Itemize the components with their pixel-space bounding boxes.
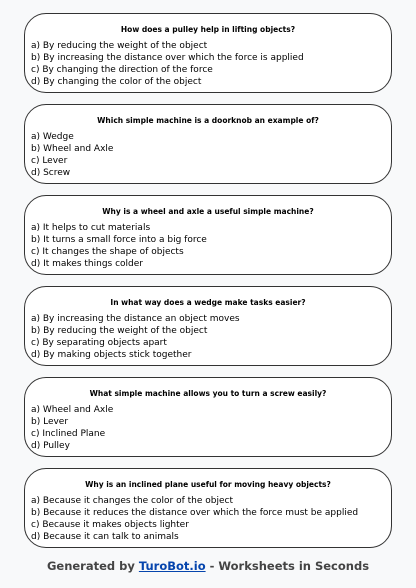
question-text: Which simple machine is a doorknob an example of? <box>97 116 319 125</box>
question-text: Why is an inclined plane useful for moving heavy objects? <box>85 480 331 489</box>
option-c: c) Inclined Plane <box>31 429 106 439</box>
option-b: b) By increasing the distance over which the force is applied <box>31 53 304 63</box>
option-a: a) It helps to cut materials <box>31 223 151 233</box>
option-c: c) Lever <box>31 156 68 166</box>
question-text: In what way does a wedge make tasks easier? <box>110 298 306 307</box>
option-a: a) Wheel and Axle <box>31 405 114 415</box>
option-c: c) By changing the direction of the force <box>31 65 213 75</box>
option-a: a) Wedge <box>31 132 74 142</box>
footer-prefix: Generated by <box>46 559 139 573</box>
option-d: d) Screw <box>31 168 71 178</box>
question-card <box>24 13 392 93</box>
brand-link[interactable]: TuroBot.io <box>138 559 206 573</box>
question-text: How does a pulley help in lifting objects? <box>120 25 296 34</box>
option-d: d) By changing the color of the object <box>31 77 202 87</box>
option-b: b) Because it reduces the distance over which the force must be applied <box>31 508 359 518</box>
option-c: c) By separating objects apart <box>31 338 167 348</box>
footer <box>0 559 416 573</box>
question-card <box>24 286 392 366</box>
options-list <box>31 40 304 88</box>
options-list <box>31 495 358 543</box>
option-c: c) It changes the shape of objects <box>31 247 184 257</box>
option-b: b) By reducing the weight of the object <box>31 326 208 336</box>
option-b: b) It turns a small force into a big force <box>31 235 207 245</box>
question-card <box>24 377 392 457</box>
question-card <box>24 104 392 184</box>
option-d: d) It makes things colder <box>31 259 143 269</box>
option-a: a) By reducing the weight of the object <box>31 41 208 51</box>
option-d: d) By making objects stick together <box>31 350 192 360</box>
option-a: a) By increasing the distance an object moves <box>31 314 240 324</box>
option-d: d) Pulley <box>31 441 70 451</box>
options-list <box>31 404 113 452</box>
option-d: d) Because it can talk to animals <box>31 532 179 542</box>
options-list <box>31 313 240 361</box>
question-card <box>24 468 392 548</box>
question-text: What simple machine allows you to turn a screw easily? <box>89 389 327 398</box>
option-a: a) Because it changes the color of the object <box>31 496 233 506</box>
options-list <box>31 222 207 270</box>
option-b: b) Wheel and Axle <box>31 144 114 154</box>
option-c: c) Because it makes objects lighter <box>31 520 189 530</box>
footer-suffix: - Worksheets in Seconds <box>205 559 370 573</box>
question-text: Why is a wheel and axle a useful simple machine? <box>102 207 314 216</box>
question-card <box>24 195 392 275</box>
option-b: b) Lever <box>31 417 69 427</box>
options-list <box>31 131 113 179</box>
